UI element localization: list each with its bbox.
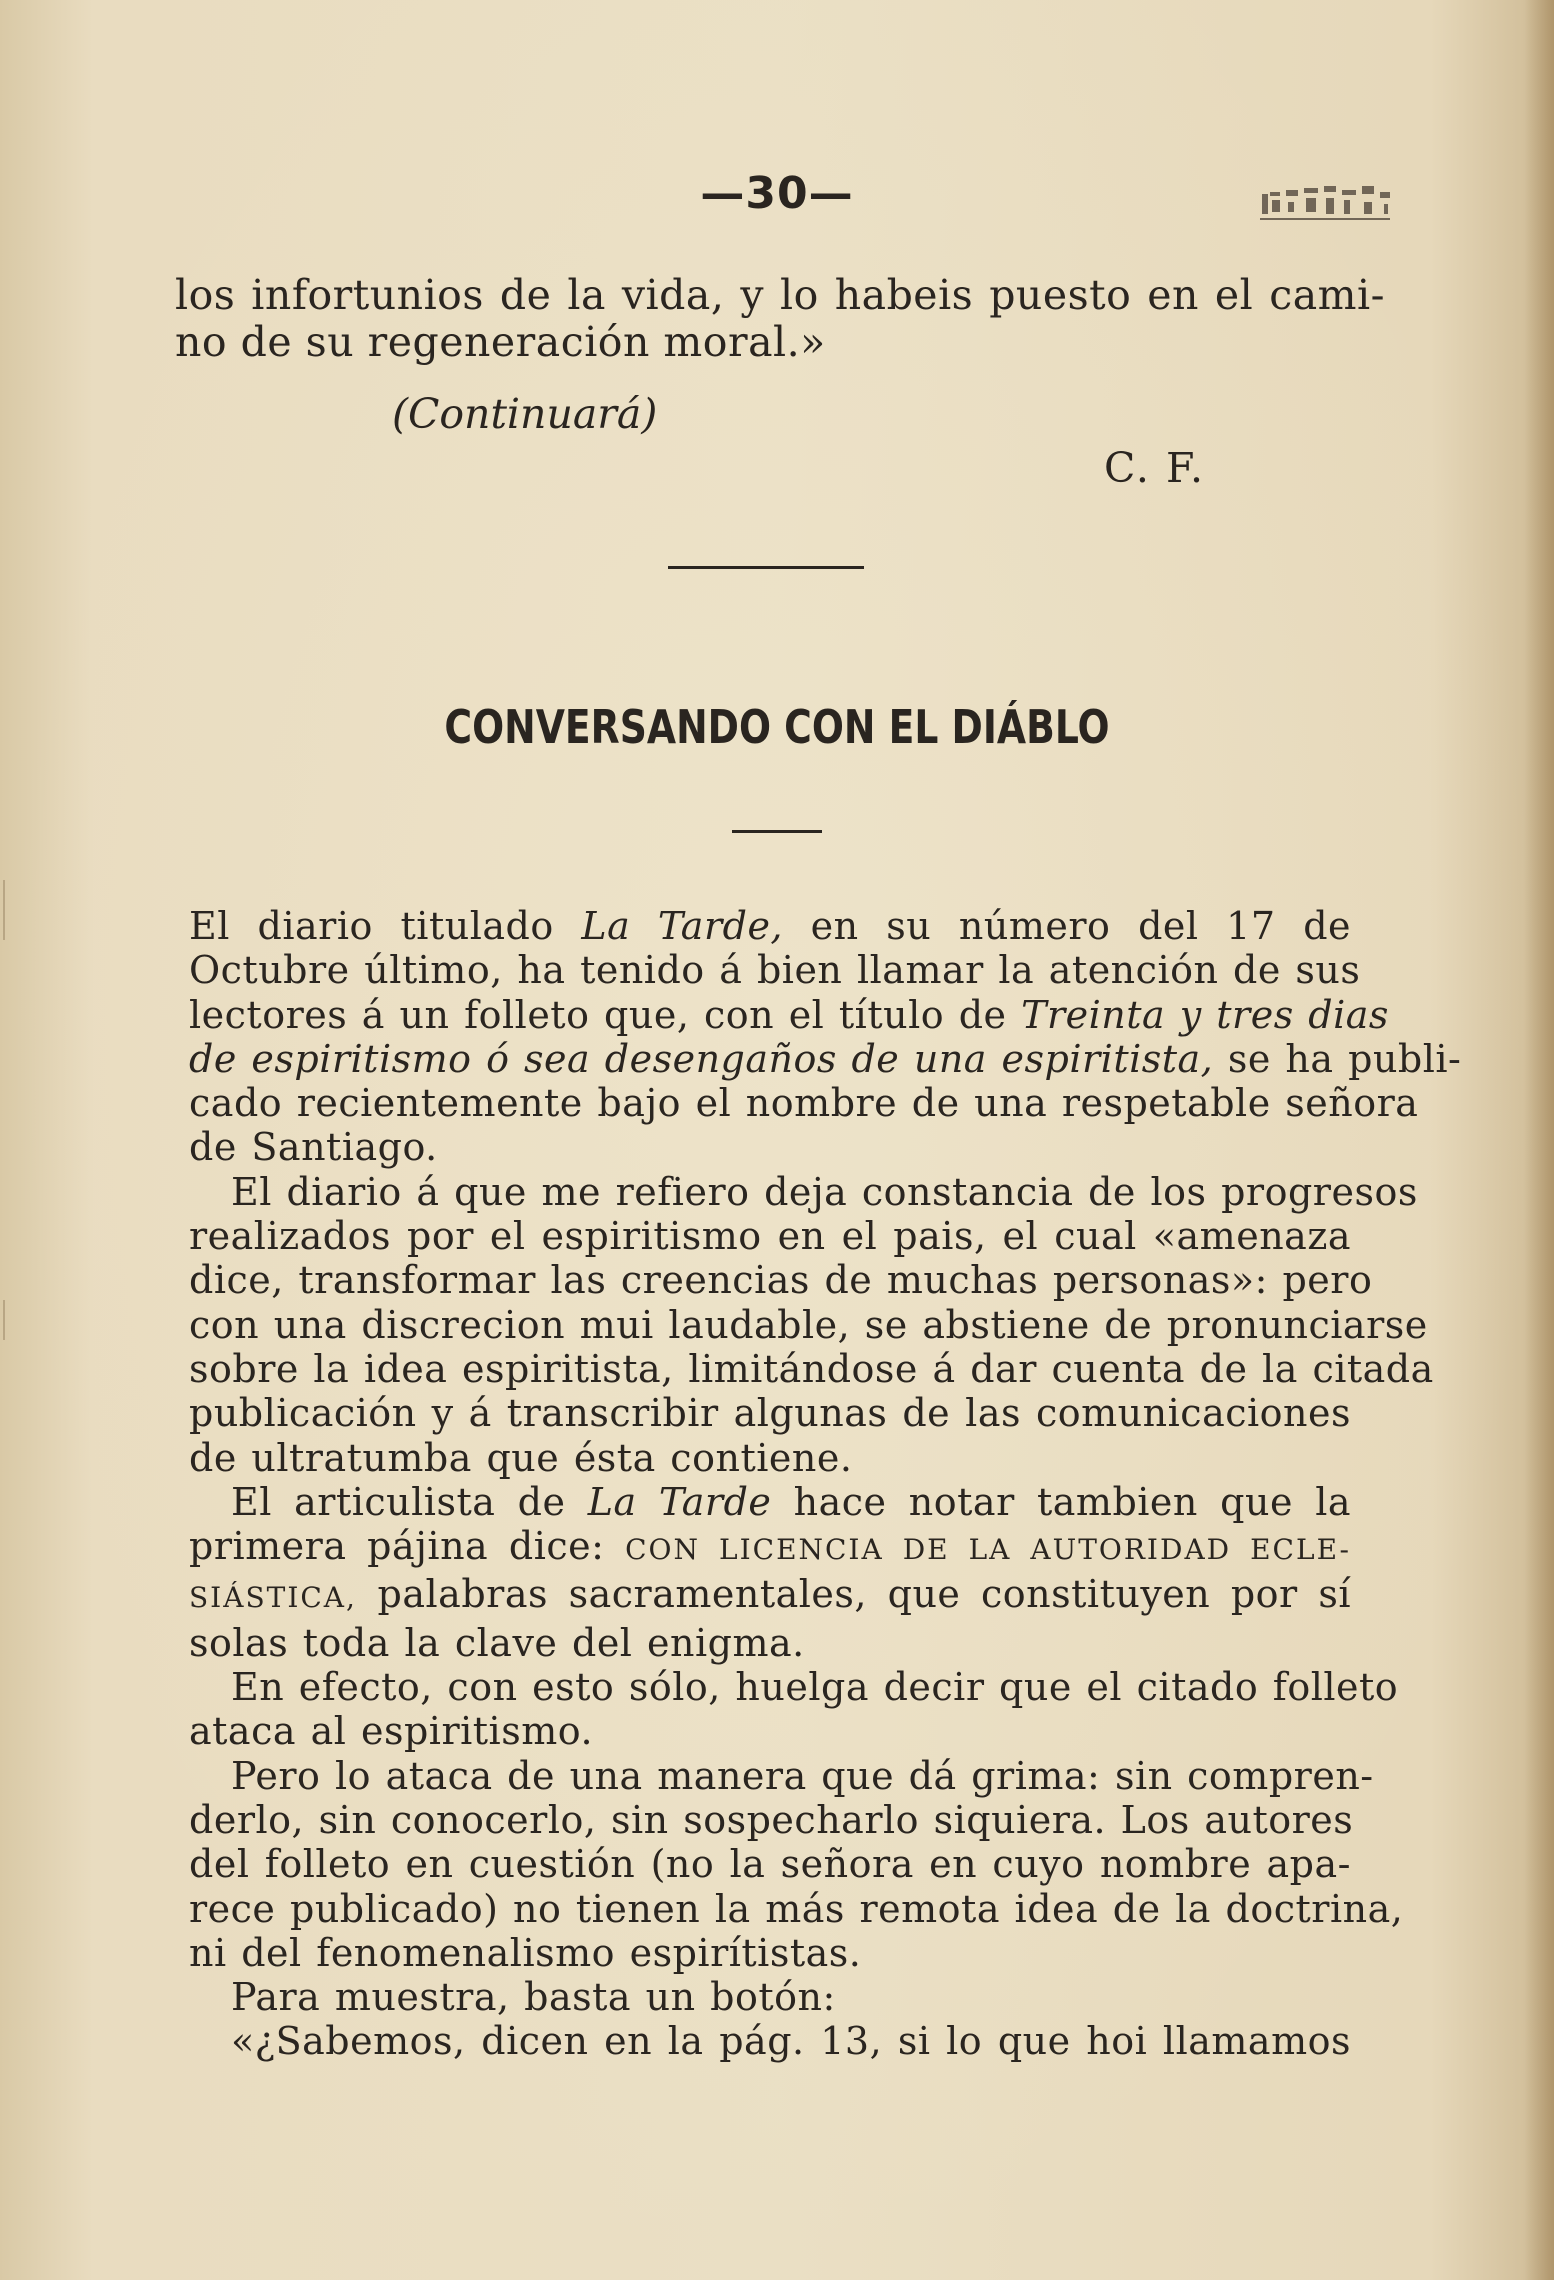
body-text-run: cado recientemente bajo el nombre de una respetable señora xyxy=(189,1081,1419,1126)
small-caps-text: CON LICENCIA DE LA AUTORIDAD ECLE- xyxy=(625,1533,1351,1567)
body-line xyxy=(189,1036,1462,1081)
body-line xyxy=(189,1797,1354,1842)
body-text-run: realizados por el espiritismo en el pais, el cual «amenaza xyxy=(189,1214,1351,1259)
body-line xyxy=(189,1931,1351,1975)
body-text-run: de ultratumba que ésta contiene. xyxy=(189,1435,853,1480)
body-line xyxy=(189,1436,1351,1480)
body-line xyxy=(189,1975,1351,2019)
body-line xyxy=(189,1621,1351,1665)
continuation-line: los infortunios de la vida, y lo habeis puesto en el cami- xyxy=(175,271,1385,319)
article-body xyxy=(189,904,1462,2064)
body-line xyxy=(189,1753,1374,1798)
body-text-run: en su número del 17 de xyxy=(783,904,1352,948)
body-text-run: publicación y á transcribir algunas de las comunicaciones xyxy=(189,1391,1351,1436)
article-title: CONVERSANDO CON EL DIÁBLO xyxy=(444,700,1110,754)
body-line xyxy=(189,1665,1399,1710)
italic-text: Treinta y tres dias xyxy=(1021,992,1389,1037)
small-caps-text: SIÁSTICA, xyxy=(189,1581,357,1615)
body-text-run: Pero lo ataca de una manera que dá grima: sin compren- xyxy=(231,1753,1374,1798)
body-line xyxy=(189,1346,1434,1391)
body-line xyxy=(189,1302,1428,1347)
body-line xyxy=(189,904,1351,948)
body-text-run: ataca al espiritismo. xyxy=(189,1709,594,1754)
body-text-run: de Santiago. xyxy=(189,1125,438,1170)
body-text-run: solas toda la clave del enigma. xyxy=(189,1620,805,1665)
body-text-run: se ha publi- xyxy=(1213,1036,1462,1081)
body-line xyxy=(189,1709,1351,1753)
body-line xyxy=(189,1125,1351,1169)
body-line xyxy=(189,1391,1351,1435)
body-line xyxy=(189,1169,1418,1214)
body-text-run: El diario titulado xyxy=(189,904,582,948)
body-text-run: sobre la idea espiritista, limitándose á dar cuenta de la citada xyxy=(189,1346,1434,1391)
body-line xyxy=(189,1258,1373,1303)
paper-mark xyxy=(3,880,5,940)
body-line xyxy=(189,1081,1419,1126)
body-line xyxy=(189,948,1361,993)
library-stamp-icon xyxy=(1258,178,1398,226)
title-underline xyxy=(732,830,822,833)
body-text-run: lectores á un folleto que, con el título de xyxy=(189,992,1022,1037)
body-line xyxy=(189,992,1389,1037)
body-line xyxy=(189,1524,1351,1572)
body-text-run: Para muestra, basta un botón: xyxy=(231,1975,836,2020)
body-line xyxy=(189,2019,1351,2063)
body-line xyxy=(189,1572,1351,1620)
continuation-text xyxy=(175,272,1385,366)
body-text-run: dice, transformar las creencias de muchas personas»: pero xyxy=(189,1258,1373,1303)
body-text-run: «¿Sabemos, dicen en la pág. 13, si lo que hoi llamamos xyxy=(231,2019,1351,2064)
body-text-run: del folleto en cuestión (no la señora en cuyo nombre apa- xyxy=(189,1842,1351,1887)
body-text-run: Octubre último, ha tenido á bien llamar la atención de sus xyxy=(189,948,1361,993)
paper-mark xyxy=(3,1300,5,1340)
italic-text: La Tarde, xyxy=(581,904,784,948)
body-line xyxy=(189,1886,1404,1931)
body-text-run: hace notar tambien que la xyxy=(771,1479,1351,1524)
italic-text: La Tarde xyxy=(587,1479,772,1524)
italic-text: de espiritismo ó sea desengaños de una espiritista, xyxy=(189,1036,1214,1081)
page-number: —30— xyxy=(700,168,854,219)
page-edge-shadow xyxy=(1524,0,1554,2280)
body-line xyxy=(189,1214,1351,1258)
body-text-run: rece publicado) no tienen la más remota idea de la doctrina, xyxy=(189,1886,1404,1931)
continuation-line: no de su regeneración moral.» xyxy=(175,318,826,366)
body-text-run: palabras sacramentales, que constituyen por sí xyxy=(356,1572,1351,1617)
body-line xyxy=(189,1842,1351,1886)
body-text-run: con una discrecion mui laudable, se abstiene de pronunciarse xyxy=(189,1302,1428,1347)
body-text-run: derlo, sin conocerlo, sin sospecharlo siquiera. Los autores xyxy=(189,1797,1354,1842)
continuation-note: (Continuará) xyxy=(392,390,658,438)
section-divider xyxy=(668,566,864,569)
body-text-run: ni del fenomenalismo espirítistas. xyxy=(189,1930,862,1975)
body-text-run: En efecto, con esto sólo, huelga decir que el citado folleto xyxy=(231,1665,1399,1710)
body-text-run: El articulista de xyxy=(231,1479,588,1524)
body-text-run: primera pájina dice: xyxy=(189,1524,626,1569)
body-text-run: El diario á que me refiero deja constancia de los progresos xyxy=(231,1169,1418,1214)
body-line xyxy=(189,1480,1351,1524)
author-signature: C. F. xyxy=(1104,444,1206,492)
